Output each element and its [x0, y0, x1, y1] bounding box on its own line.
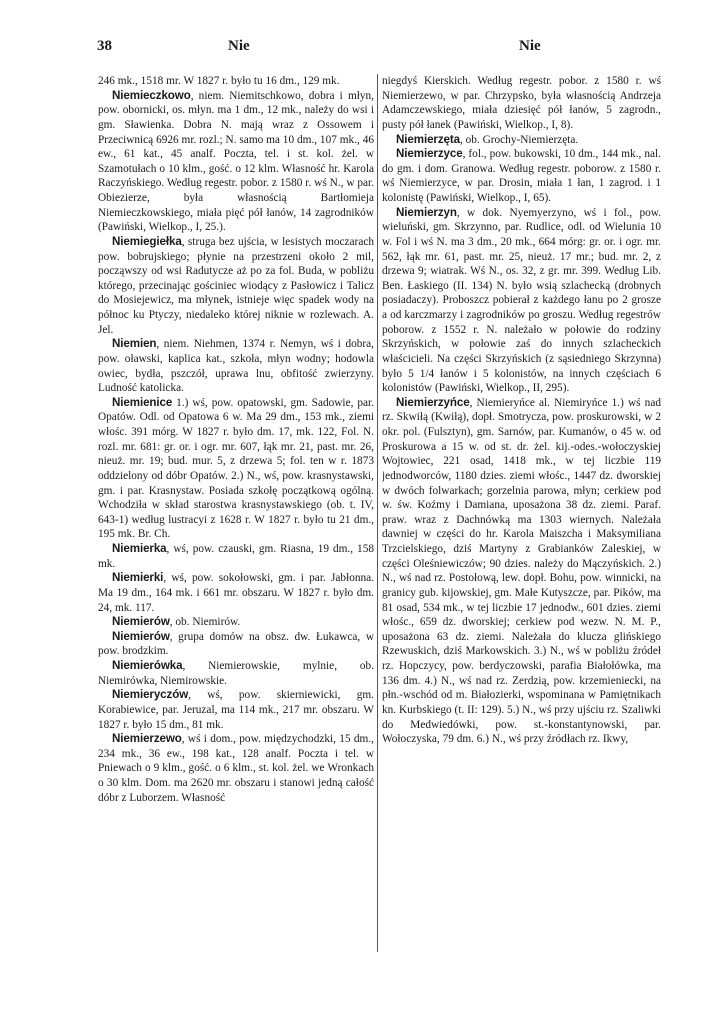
dictionary-entry	[98, 659, 374, 688]
entry-text: , Niemieryńce al. Niemiryńce 1.) wś nad rz. Skwiłą (Kwiłą), dopł. Smotrycza, pow. proskurowski, w 2 okr. pol. (Fulsztyn), gm. Sarnów, par. Kumanów, o 45 w. od Proskurowa a 15 w. od st. dr. żel. kij.-odes.-wołoczyskiej Wojtowiec, 221 osad, 1418 mk., w tej liczbie 119 jednodworców, 1180 dzies. ziemi włośc., 1447 dz. dworskiej w dwóch folwarkach; gorzelnia parowa, młyn; cerkiew pod w. św. Koźmy i Damiana, uposażona 38 dz. ziemi. Paraf. praw. wraz z Dachnówką ma 1303 wiernych. Należała dawniej w części do hr. Karola Maiszcha i Maksymiliana Trzcielskiego, dziś Martyny z Grabianków Zaleskiej, w części Oleśniewiczów; 90 dzies. należy do Mączyńskich. 2.) N., wś nad rz. Postołową, lew. dopł. Bohu, pow. winnicki, na granicy gub. kijowskiej, gm. Małe Kutyszcze, par. Pików, ma 81 osad, 534 mk., w tej liczbie 17 jednodw., 601 dzies. ziemi włośc., 659 dz. dworskiej; cerkiew pod wezw. N. M. P., uposażona 63 dz. ziemi. Należała do klucza glińskiego Rzewuskich, dziś Markowskich. 3.) N., wś w pobliżu źródeł rz. Hopczycy, pow. berdyczowski, parafia Białołówka, ma 136 dm. 4.) N., wś nad rz. Zerdzią, pow. krzemieniecki, na płn.-wschód od m. Białozierki, wspominana w Pamiętnikach kn. Kurbskiego (t. II: 129). 5.) N., wś przy ujściu rz. Szaliwki do Medwiedówki, pow. st.-konstantynowski, par. Wołoczyska, 79 dm. 6.) N., wś przy źródłach rz. Ikwy,	[382, 396, 661, 746]
entry-headword: Niemierzewo	[112, 732, 182, 746]
dictionary-entry	[98, 630, 374, 659]
entry-headword: Niemien	[112, 337, 157, 351]
entry-text: niegdyś Kierskich. Według regestr. pobor. z 1580 r. wś Niemierzewo, w par. Chrzypsko, była własnością Andrzeja Adamczewskiego, miała dziesięć pół łanów, 5 zagrodn., pusty pół łanek (Pawiński, Wielkop., I, 8).	[382, 75, 661, 131]
entry-text: , niem. Niemitschkowo, dobra i młyn, pow. obornicki, os. młyn. ma 1 dm., 12 mk., należy do wsi i gm. Sławienka. Dobra N. mają wraz z Ossowem i Przeciwnicą 6926 mr. rozl.; N. samo ma 10 dm., 107 mk., 46 ew., 61 kat., 45 analf. Poczta, tel. i st. kol. żel. w Szamotułach o 10 klm., gość. o 12 klm. Własność hr. Karola Raczyńskiego. Według regestr. pobor. z 1580 r. wś N., w par. Obiezierze, była własnością Bartłomieja Niemieczkowskiego, miała pięć pół łanów, 14 zagrodników (Pawiński, Wielkop., I, 25.).	[98, 89, 374, 234]
dictionary-entry	[98, 615, 374, 630]
entry-headword: Niemierki	[112, 571, 164, 585]
entry-text: , ob. Grochy-Niemierzęta.	[460, 133, 579, 146]
right-column	[382, 74, 661, 954]
entry-text: 246 mk., 1518 mr. W 1827 r. było tu 16 dm., 129 mk.	[98, 75, 340, 87]
entry-text: , wś i dom., pow. międzychodzki, 15 dm., 234 mk., 36 ew., 198 kat., 128 analf. Poczta i tel. w Pniewach o 9 klm., gość. o 6 klm., st. kol. żel. we Wronkach o 30 klm. Dom. ma 2620 mr. obszaru i stanowi jedną całość dóbr z Luborzem. Własność	[98, 733, 374, 804]
dictionary-entry	[98, 732, 374, 805]
dictionary-entry	[382, 133, 661, 148]
dictionary-entry	[98, 89, 374, 235]
dictionary-entry	[98, 337, 374, 396]
entry-text: , ob. Niemirów.	[169, 616, 241, 629]
entry-text: , w dok. Nyemyerzyno, wś i fol., pow. wieluński, gm. Skrzynno, par. Rudlice, odl. od Wielunia 10 w. Fol i wś N. ma 3 dm., 20 mk., 664 mórg: gr. or. i ogr. mr. 562, łąk mr. 61, past. mr. 25, nieuż. 17 mr.; bud. mr. 2, z drzewa 9; wiatrak. Wś N., os. 32, z gr. mr. 399. Według Lib. Ben. Łaskiego (II. 134) N. było wsią szlachecką (drobnych posiadaczy). Proboszcz pobierał z każdego łanu po 2 grosze a od karczmarzy i zagrodników po groszu. Według regestrów poborow. z 1552 r. N. należało w połowie do rodziny Skrzyńskich, w połowie zaś do innych szlacheckich właścicieli. Na części Skrzyńskich (z sąsiedniego Skrzynna) było 5 1/4 łanów i 5 kolonistów, na innych częściach 6 kolonistów (Pawiński, Wielkop., II, 295).	[382, 206, 661, 395]
left-column	[98, 74, 374, 954]
entry-headword: Niemierzęta	[396, 132, 460, 146]
entry-text: , Niemierowskie, mylnie, ob. Niemirówka, Niemirowskie.	[98, 660, 374, 687]
page-number: 38	[97, 38, 112, 54]
entry-headword: Niemiegiełka	[112, 234, 182, 248]
entry-headword: Niemierów	[112, 615, 170, 629]
entry-text: , grupa domów na obsz. dw. Łukawca, w pow. brodzkim.	[98, 630, 374, 658]
left-running-head: Nie	[228, 38, 250, 54]
dictionary-entry	[98, 74, 374, 89]
entry-headword: Niemierzyn	[396, 205, 457, 219]
dictionary-entry	[98, 396, 374, 542]
dictionary-entry	[382, 206, 661, 396]
entry-headword: Niemieczkowo	[112, 88, 191, 102]
entry-headword: Niemienice	[112, 395, 173, 409]
dictionary-entry	[98, 571, 374, 615]
entry-text: , struga bez ujścia, w lesistych moczarach pow. bobrujskiego; płynie na przestrzeni około 2 mil, począwszy od wsi Radutycze aż po za fol. Buda, w pobliżu którego, przecinając gościniec wiodący z Pasłowicz i Talicz do Mosiejewicz, ma młynek, istnieje więc spadek wody na północ ku Ptyczy, niedaleko której niknie w rozlewach. A. Jel.	[98, 235, 374, 336]
dictionary-entry	[98, 235, 374, 337]
entry-text: , wś, pow. czauski, gm. Riasna, 19 dm., 158 mk.	[98, 543, 374, 570]
column-divider	[377, 74, 378, 952]
right-running-head: Nie	[519, 38, 541, 54]
entry-headword: Niemierówka	[112, 659, 183, 672]
entry-headword: Niemierzyńce	[396, 395, 470, 409]
entry-text: , wś, pow. sokołowski, gm. i par. Jabłonna. Ma 19 dm., 164 mk. i 661 mr. obszaru. W 1827 r. było dm. 24, mk. 117.	[98, 572, 374, 614]
dictionary-entry	[382, 396, 661, 747]
dictionary-entry	[98, 688, 374, 732]
entry-headword: Niemierzyce	[396, 147, 463, 161]
dictionary-entry	[98, 542, 374, 571]
dictionary-entry	[382, 74, 661, 133]
entry-text: 1.) wś, pow. opatowski, gm. Sadowie, par. Opatów. Odl. od Opatowa 6 w. Ma 29 dm., 153 mk., ziemi włośc. 391 mórg. W 1827 r. było dm. 17, mk. 122, Fol. N. rozl. mr. 681: gr. or. i ogr. mr. 607, łąk mr. 21, past. mr. 26, nieuż. mr. 19; bud. mur. 5, z drzewa 5; fol. ten w r. 1873 oddzielony od dóbr Opatów. 2.) N., wś, pow. krasnystawski, gm. i par. Krasnystaw. Posiada szkołę początkową ogólną. Wchodziła w skład starostwa krasnystawskiego (ob. t. IV, 643-1) według lustracyi z 1628 r. W 1827 r. było tu 21 dm., 195 mk. Br. Ch.	[98, 396, 374, 541]
entry-headword: Niemieryczów	[112, 688, 189, 702]
entry-text: , wś, pow. skierniewicki, gm. Korabiewice, par. Jeruzal, ma 114 mk., 217 mr. obszaru. W 1827 r. było 15 dm., 81 mk.	[98, 689, 374, 731]
entry-headword: Niemierka	[112, 542, 167, 555]
dictionary-entry	[382, 147, 661, 206]
entry-text: , fol., pow. bukowski, 10 dm., 144 mk., nal. do gm. i dom. Granowa. Według regestr. poborow. z 1580 r. wś Niemierzyce, w par. Drosin, miała 1 łan, 1 zagrod. i 1 kolonistę (Pawiński, Wielkop., I, 65).	[382, 148, 661, 204]
entry-headword: Niemierów	[112, 629, 170, 643]
running-header	[0, 38, 720, 58]
entry-text: , niem. Niehmen, 1374 r. Nemyn, wś i dobra, pow. oławski, kaplica kat., szkoła, młyn wodny; hodowla owiec, bydła, pszczół, uprawa lnu, obfitość zwierzyny. Ludność katolicka.	[98, 338, 374, 395]
